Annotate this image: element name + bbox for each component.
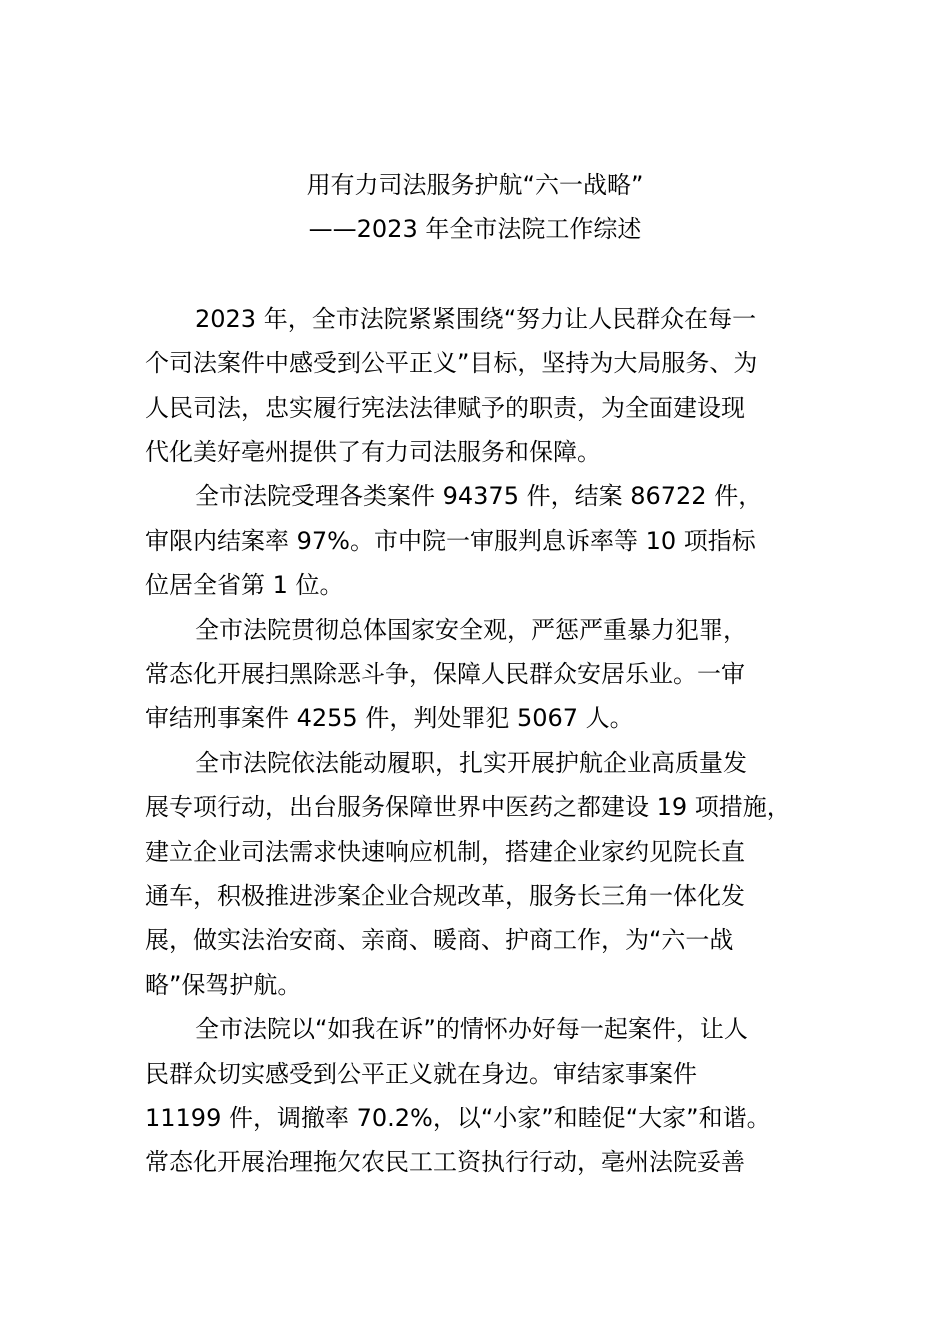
paragraph-line: 全市法院以“如我在诉”的情怀办好每一起案件，让人 <box>195 1015 748 1043</box>
paragraph-line: 常态化开展治理拖欠农民工工资执行行动，亳州法院妥善 <box>145 1148 745 1176</box>
document-title: 用有力司法服务护航“六一战略” <box>306 171 644 199</box>
paragraph-line: 民群众切实感受到公平正义就在身边。审结家事案件 <box>145 1060 697 1088</box>
paragraph-line: 通车，积极推进涉案企业合规改革，服务长三角一体化发 <box>145 882 745 910</box>
paragraph-line: 全市法院受理各类案件 94375 件，结案 86722 件， <box>195 482 763 510</box>
paragraph-line: 审结刑事案件 4255 件，判处罪犯 5067 人。 <box>145 704 634 732</box>
paragraph-line: 全市法院贯彻总体国家安全观，严惩严重暴力犯罪， <box>195 616 747 644</box>
paragraph-line: 代化美好亳州提供了有力司法服务和保障。 <box>145 438 601 466</box>
paragraph-line: 11199 件，调撤率 70.2%，以“小家”和睦促“大家”和谐。 <box>145 1104 771 1132</box>
paragraph-line: 常态化开展扫黑除恶斗争，保障人民群众安居乐业。一审 <box>145 660 745 688</box>
paragraph-line: 人民司法，忠实履行宪法法律赋予的职责，为全面建设现 <box>145 394 745 422</box>
paragraph-line: 展专项行动，出台服务保障世界中医药之都建设 19 项措施， <box>145 793 791 821</box>
paragraph-line: 略”保驾护航。 <box>145 971 302 999</box>
paragraph-line: 展，做实法治安商、亲商、暖商、护商工作，为“六一战 <box>145 926 734 954</box>
paragraph-line: 全市法院依法能动履职，扎实开展护航企业高质量发 <box>195 749 747 777</box>
paragraph-line: 审限内结案率 97%。市中院一审服判息诉率等 10 项指标 <box>145 527 756 555</box>
paragraph-line: 个司法案件中感受到公平正义”目标，坚持为大局服务、为 <box>145 349 758 377</box>
paragraph-line: 位居全省第 1 位。 <box>145 571 344 599</box>
paragraph-line: 建立企业司法需求快速响应机制，搭建企业家约见院长直 <box>145 838 745 866</box>
document-subtitle: ——2023 年全市法院工作综述 <box>308 215 642 243</box>
paragraph-line: 2023 年，全市法院紧紧围绕“努力让人民群众在每一 <box>195 305 757 333</box>
